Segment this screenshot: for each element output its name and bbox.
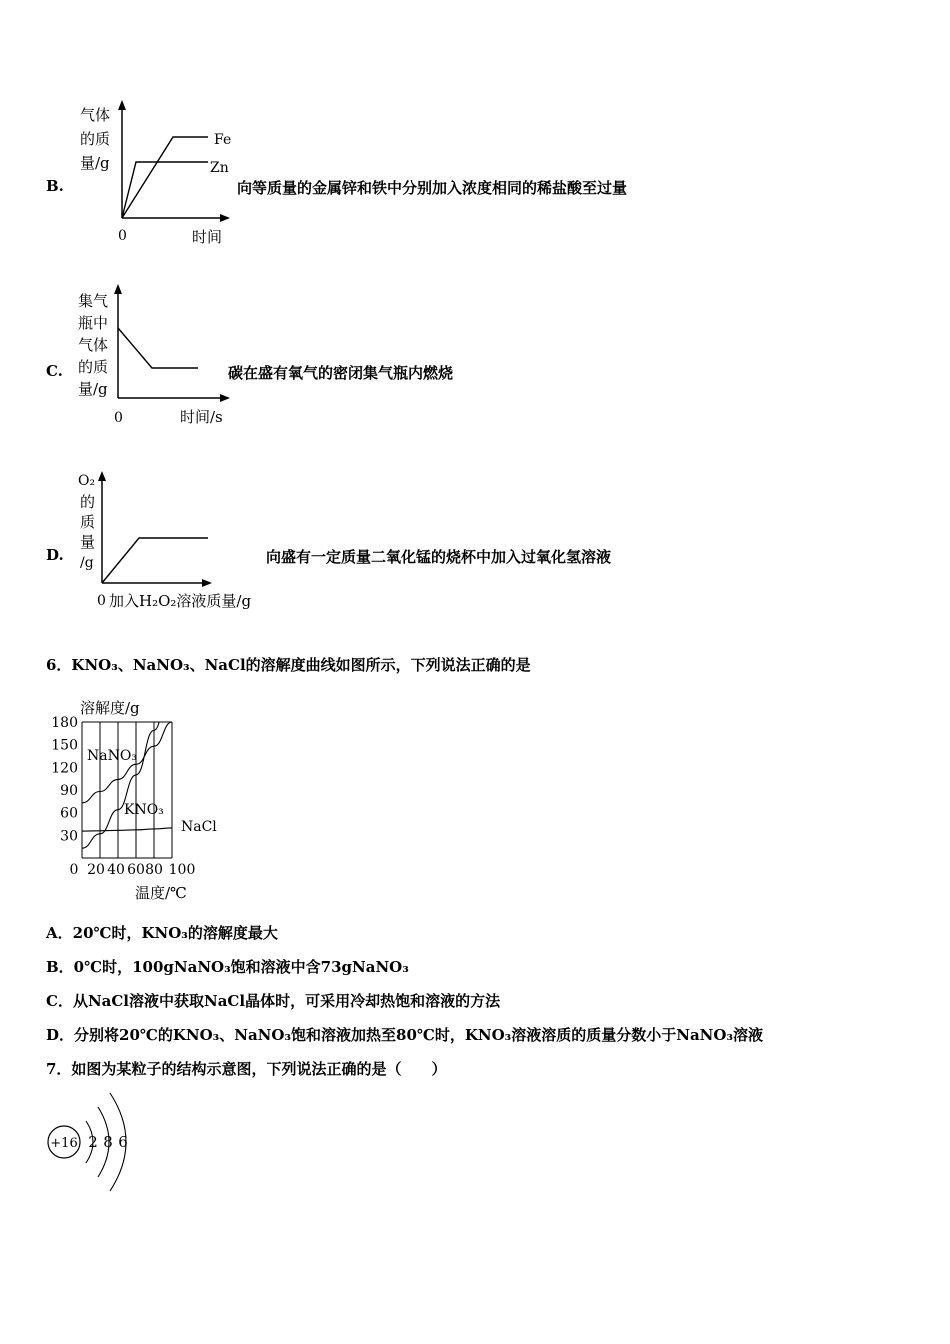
chart-xlabel: 温度/℃ — [135, 884, 187, 902]
c-x-arrow — [220, 394, 230, 402]
nucleus-charge: +16 — [50, 1136, 78, 1151]
option-d-statement: 向盛有一定质量二氧化锰的烧杯中加入过氧化氢溶液 — [266, 548, 612, 566]
q6-option-c: C．从NaCl溶液中获取NaCl晶体时，可采用冷却热饱和溶液的方法 — [46, 992, 501, 1010]
c-origin: 0 — [114, 410, 123, 426]
q7-stem: 7．如图为某粒子的结构示意图，下列说法正确的是（ ） — [46, 1060, 447, 1078]
c-xlabel: 时间/s — [180, 408, 223, 426]
atom-structure-diagram — [40, 1085, 150, 1200]
option-b-label: B. — [46, 177, 64, 195]
shell-electrons-3: 6 — [118, 1133, 128, 1151]
option-c-graph — [70, 280, 240, 430]
y-tick-180: 180 — [51, 715, 78, 731]
x-tick-100: 100 — [168, 862, 196, 878]
b-series-zn: Zn — [210, 160, 229, 176]
d-ylabel-3: 质 — [80, 513, 96, 531]
d-o2-line — [102, 538, 208, 583]
d-ylabel-5: /g — [80, 555, 94, 571]
option-c-label: C. — [46, 362, 63, 380]
b-xlabel: 时间 — [192, 228, 223, 246]
option-b-statement: 向等质量的金属锌和铁中分别加入浓度相同的稀盐酸至过量 — [237, 179, 628, 197]
q6-option-b: B．0℃时，100gNaNO₃饱和溶液中含73gNaNO₃ — [46, 958, 409, 976]
q6-option-d: D．分别将20℃的KNO₃、NaNO₃饱和溶液加热至80℃时，KNO₃溶液溶质的质量分数小于NaNO₃溶液 — [46, 1026, 764, 1044]
y-tick-90: 90 — [60, 783, 78, 799]
b-ylabel-2: 的质 — [80, 130, 111, 148]
curve-nacl — [82, 828, 172, 831]
c-ylabel-3: 气体 — [78, 336, 109, 354]
solubility-chart — [44, 690, 244, 905]
d-origin: 0 — [97, 593, 106, 609]
d-y-arrow — [98, 471, 106, 481]
option-b-graph — [70, 100, 240, 250]
x-tick-40: 40 — [107, 862, 125, 878]
shell-electrons-1: 2 — [88, 1133, 98, 1151]
series-label-kno3: KNO₃ — [124, 802, 164, 818]
x-tick-20: 20 — [87, 862, 105, 878]
y-tick-120: 120 — [51, 760, 78, 777]
x-tick-80: 80 — [145, 862, 163, 878]
d-x-arrow — [202, 579, 212, 587]
d-xlabel: 加入H₂O₂溶液质量/g — [109, 592, 252, 610]
b-origin: 0 — [118, 228, 127, 244]
q6-option-a: A．20℃时，KNO₃的溶解度最大 — [46, 924, 278, 942]
b-ylabel-1: 气体 — [80, 106, 111, 124]
c-ylabel-1: 集气 — [78, 292, 109, 310]
d-ylabel-4: 量 — [80, 533, 96, 551]
b-y-arrow — [118, 100, 126, 110]
c-ylabel-2: 瓶中 — [78, 314, 109, 332]
b-x-arrow — [220, 214, 230, 222]
c-ylabel-4: 的质 — [78, 358, 109, 376]
y-tick-60: 60 — [60, 805, 78, 822]
y-tick-30: 30 — [60, 828, 78, 845]
option-d-label: D. — [46, 546, 64, 564]
c-gas-line — [118, 328, 198, 368]
q6-stem: 6．KNO₃、NaNO₃、NaCl的溶解度曲线如图所示，下列说法正确的是 — [46, 656, 531, 674]
d-ylabel-1: O₂ — [78, 473, 96, 489]
d-ylabel-2: 的 — [80, 493, 96, 511]
series-label-nano3: NaNO₃ — [87, 748, 137, 764]
c-y-arrow — [114, 284, 122, 294]
x-tick-0: 0 — [69, 862, 79, 878]
b-zn-line — [122, 162, 208, 218]
series-label-nacl: NaCl — [181, 819, 217, 835]
option-d-graph — [70, 465, 270, 615]
y-tick-150: 150 — [51, 737, 78, 754]
x-tick-60: 60 — [127, 862, 145, 878]
b-fe-line — [122, 137, 208, 218]
shell-electrons-2: 8 — [103, 1133, 113, 1151]
c-ylabel-5: 量/g — [78, 380, 108, 398]
b-series-fe: Fe — [214, 132, 232, 148]
b-ylabel-3: 量/g — [80, 154, 110, 172]
chart-ylabel: 溶解度/g — [80, 699, 140, 717]
option-c-statement: 碳在盛有氧气的密闭集气瓶内燃烧 — [228, 364, 454, 382]
